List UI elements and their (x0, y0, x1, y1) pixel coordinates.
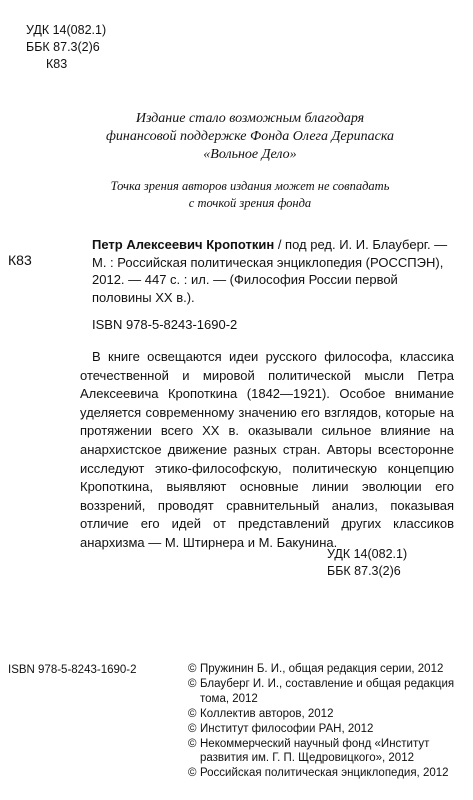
sponsor-note (60, 110, 440, 164)
sponsor-line-2: финансовой поддержке Фонда Олега Дерипаска (105, 129, 395, 144)
isbn-bottom: ISBN 978-5-8243-1690-2 (8, 664, 137, 676)
author-mark: К83 (46, 57, 68, 71)
bibliographic-code: К83 (8, 252, 32, 268)
copyright-item: © Блауберг И. И., составление и общая редакция тома, 2012 (188, 677, 455, 705)
copyright-item: © Коллектив авторов, 2012 (188, 707, 334, 720)
bbk-code-bottom: ББК 87.3(2)6 (327, 564, 401, 578)
copyright-icon: © (188, 677, 197, 690)
copyright-icon: © (188, 663, 197, 675)
copyright-icon: © (188, 737, 197, 750)
disclaimer-note (60, 178, 440, 212)
copyright-item: © Институт философии РАН, 2012 (188, 722, 374, 735)
copyright-block (188, 662, 468, 781)
bibliographic-details: / под ред. И. И. Блауберг. — М. : Российская политическая энциклопедия (РОССПЭН), 2012. — 447 с. : ил. — (Философия России первой половины XX в.). (92, 237, 448, 305)
isbn-top: ISBN 978-5-8243-1690-2 (92, 317, 238, 332)
bbk-code: ББК 87.3(2)6 (26, 40, 100, 54)
copyright-item: © Некоммерческий научный фонд «Институт развития им. Г. П. Щедровицкого», 2012 (188, 737, 430, 765)
copyright-icon: © (188, 767, 197, 780)
bibliographic-record (92, 236, 450, 306)
copyright-icon: © (188, 707, 197, 720)
annotation-text: В книге освещаются идеи русского философа, классика отечественной и мировой политической мысли Петра Алексеевича Кропоткина (1842—1921). Особое внимание уделяется современному значению его взглядов, которые на протяжении всего XX в. оказывали сильное влияние на анархистское движение разных стран. Авторы всесторонне исследуют этико-философскую, политическую концепцию Кропоткина, выявляют основные линии эволюции его воззрений, проводят сравнительный анализ, показывая отличие его идей от представлений других классиков анархизма — М. Штирнера и М. Бакунина. (80, 349, 454, 550)
disclaimer-line-2: с точкой зрения фонда (188, 196, 312, 210)
copyright-icon: © (188, 722, 197, 735)
book-author: Петр Алексеевич Кропоткин (92, 237, 275, 252)
sponsor-line-1: Издание стало возможным благодаря (135, 111, 365, 126)
classification-codes (26, 22, 106, 73)
udc-code: УДК 14(082.1) (26, 23, 107, 37)
copyright-item: © Пружинин Б. И., общая редакция серии, 2012 (188, 663, 444, 675)
sponsor-line-3: «Вольное Дело» (203, 147, 297, 162)
copyright-item: © Российская политическая энциклопедия, 2012 (188, 767, 449, 780)
udc-code-bottom: УДК 14(082.1) (327, 547, 408, 561)
classification-codes-bottom (327, 546, 407, 580)
disclaimer-line-1: Точка зрения авторов издания может не совпадать (110, 179, 390, 193)
